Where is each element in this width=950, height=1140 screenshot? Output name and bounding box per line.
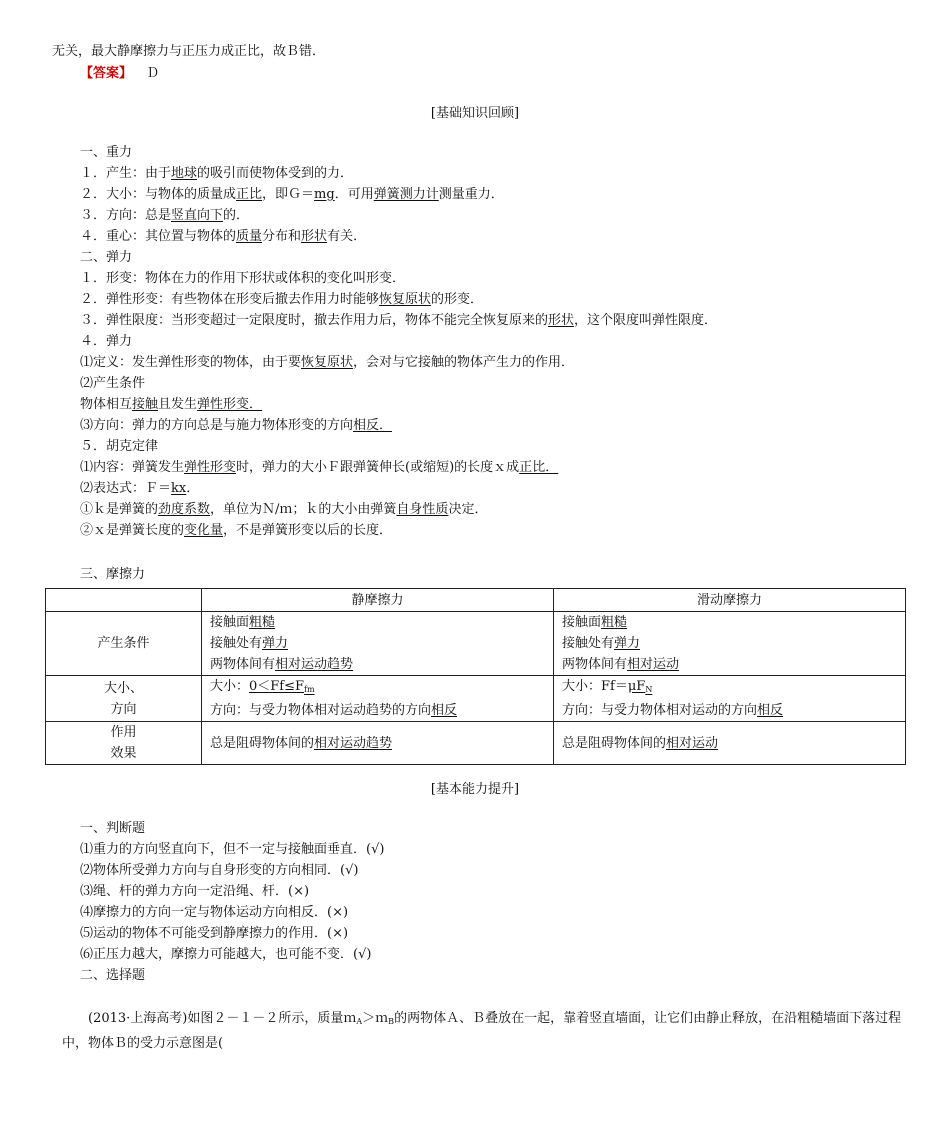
elastic-line-6: ⑵产生条件 — [80, 376, 146, 391]
elastic-line-1: １．形变：物体在力的作用下形状或体积的变化叫形变． — [80, 271, 406, 286]
static-size-direction-cell: 大小：$0<Ff\le F_{fm}$ 方向：与受力物体相对运动趋势的方向相反 — [202, 676, 554, 722]
elastic-line-9: ５．胡克定律 — [80, 439, 159, 454]
section-heading-basic-knowledge: [基础知识回顾] — [430, 106, 520, 121]
judge-item: ⑸运动的物体不可能受到静摩擦力的作用．(×) — [80, 926, 349, 941]
elastic-line-8: ⑶方向：弹力的方向总是与施力物体形变的方向相反． — [80, 418, 393, 433]
question-paragraph: (2013·上海高考)如图２－１－２所示，质量ｍ$_A$＞ｍ$_B$的两物体Ａ、Ｂ叠放在一起，靠着竖直墙面，让它们由静止释放，在沿粗糙墙面下落过程中，物体Ｂ的受力示意图是( — [62, 1011, 902, 1051]
text-line: 无关，最大静摩擦力与正压力成正比，故Ｂ错． — [52, 44, 326, 59]
judge-title: 一、判断题 — [80, 821, 146, 836]
section-heading-ability: [基本能力提升] — [430, 782, 520, 797]
elastic-line-4: ４．弹力 — [80, 334, 133, 349]
elastic-line-3: ３．弹性限度：当形变超过一定限度时，撤去作用力后，物体不能完全恢复原来的形状，这个限度叫弹性限度． — [80, 313, 718, 328]
gravity-title: 一、重力 — [80, 145, 133, 160]
kinetic-effect-cell: 总是阻碍物体间的相对运动 — [554, 722, 906, 765]
table-header-row — [46, 589, 906, 612]
table-header-static: 静摩擦力 — [202, 589, 554, 612]
judge-item: ⑹正压力越大，摩擦力可能越大，也可能不变．(√) — [80, 947, 372, 962]
elastic-line-5: ⑴定义：发生弹性形变的物体，由于要恢复原状，会对与它接触的物体产生力的作用． — [80, 355, 575, 370]
gravity-line-1: １．产生：由于地球的吸引而使物体受到的力． — [80, 166, 354, 181]
judge-item: ⑴重力的方向竖直向下，但不一定与接触面垂直．(√) — [80, 842, 385, 857]
gravity-line-2: ２．大小：与物体的质量成正比，即Ｇ＝mg．可用弹簧测力计测量重力． — [80, 187, 504, 202]
table-row-effect — [46, 722, 906, 765]
table-row-conditions — [46, 612, 906, 676]
row-label-conditions: 产生条件 — [46, 612, 202, 676]
judge-item: ⑶绳、杆的弹力方向一定沿绳、杆．(×) — [80, 884, 310, 899]
elastic-line-7: 物体相互接触且发生弹性形变． — [80, 397, 263, 412]
row-label-effect: 作用 效果 — [46, 722, 202, 765]
elastic-title: 二、弹力 — [80, 250, 133, 265]
judge-item: ⑵物体所受弹力方向与自身形变的方向相同．(√) — [80, 863, 359, 878]
judge-item: ⑷摩擦力的方向一定与物体运动方向相反．(×) — [80, 905, 349, 920]
answer-value: Ｄ — [146, 66, 160, 81]
gravity-line-3: ３．方向：总是竖直向下的． — [80, 208, 250, 223]
elastic-line-2: ２．弹性形变：有些物体在形变后撤去作用力时能够恢复原状的形变． — [80, 292, 484, 307]
table-row-size-direction — [46, 676, 906, 722]
kinetic-size-direction-cell: 大小：$Ff=\mu F_N$ 方向：与受力物体相对运动的方向相反 — [554, 676, 906, 722]
gravity-line-4: ４．重心：其位置与物体的质量分布和形状有关． — [80, 229, 367, 244]
table-header-cell — [46, 589, 202, 612]
elastic-line-12: ①ｋ是弹簧的劲度系数，单位为Ｎ/ｍ；ｋ的大小由弹簧自身性质决定． — [80, 502, 488, 517]
table-header-kinetic: 滑动摩擦力 — [554, 589, 906, 612]
elastic-line-11: ⑵表达式：Ｆ＝kx． — [80, 481, 200, 496]
elastic-line-13: ②ｘ是弹簧长度的变化量，不是弹簧形变以后的长度． — [80, 523, 393, 538]
choice-title: 二、选择题 — [80, 968, 146, 983]
kinetic-conditions-cell: 接触面粗糙 接触处有弹力 两物体间有相对运动 — [554, 612, 906, 676]
elastic-line-10: ⑴内容：弹簧发生弹性形变时，弹力的大小Ｆ跟弹簧伸长(或缩短)的长度ｘ成正比． — [80, 460, 559, 475]
static-effect-cell: 总是阻碍物体间的相对运动趋势 — [202, 722, 554, 765]
answer-line — [80, 64, 159, 84]
row-label-size-direction: 大小、 方向 — [46, 676, 202, 722]
static-conditions-cell: 接触面粗糙 接触处有弹力 两物体间有相对运动趋势 — [202, 612, 554, 676]
friction-table — [45, 588, 906, 765]
answer-label: 【答案】 — [80, 66, 133, 81]
friction-title: 三、摩擦力 — [80, 567, 146, 582]
